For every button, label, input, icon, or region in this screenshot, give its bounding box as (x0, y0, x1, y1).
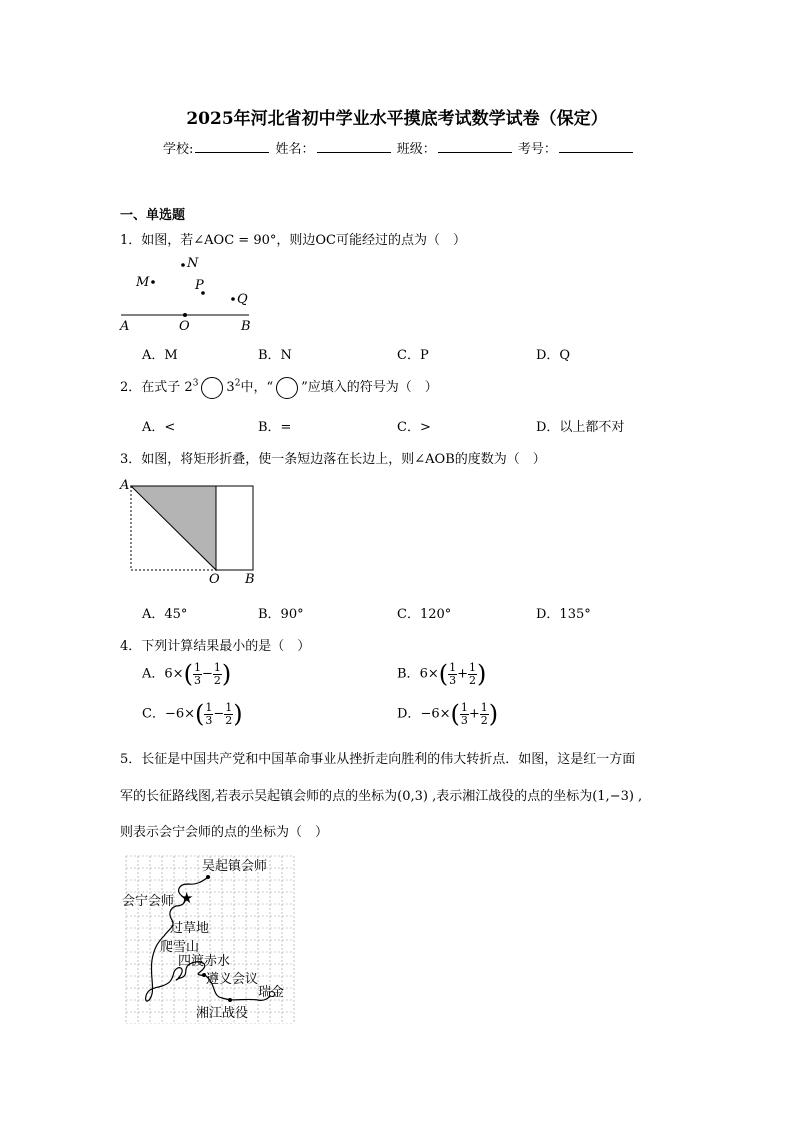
fraction (468, 662, 477, 687)
right-paren: ) (233, 700, 243, 728)
option-pre: −6× (164, 706, 196, 722)
label-xiangjiang: 湘江战役 (196, 1006, 249, 1021)
point-n (181, 263, 185, 267)
q3-option-c[interactable]: C．120° (397, 607, 452, 622)
option-label: D． (397, 706, 421, 722)
name-blank[interactable] (317, 140, 391, 153)
point-xiangjiang (228, 998, 232, 1002)
q1-option-b[interactable]: B．N (258, 348, 292, 363)
q4-option-b[interactable] (397, 660, 486, 688)
numerator: 1 (480, 700, 488, 714)
operator: − (213, 706, 225, 722)
right-paren: ) (477, 660, 487, 688)
question-5-line-3: 则表示会宁会师的点的坐标为（ ） (120, 825, 329, 840)
denominator: 3 (460, 713, 468, 727)
q2-pre: 2．在式子 2 (120, 380, 193, 395)
q1-option-c[interactable]: C．P (397, 348, 429, 363)
left-paren: ( (438, 660, 449, 688)
option-label: C． (142, 706, 165, 722)
label-o: O (209, 572, 220, 586)
option-pre: 6× (164, 666, 184, 682)
denominator: 2 (480, 713, 488, 727)
question-3-text: 3．如图，将矩形折叠，使一条短边落在长边上，则∠AOB的度数为（ ） (120, 452, 546, 467)
right-paren: ) (221, 660, 232, 688)
number-label: 考号： (517, 142, 557, 157)
fraction (193, 662, 202, 687)
operator: + (468, 706, 480, 722)
operator: + (457, 666, 469, 682)
fraction (224, 702, 233, 727)
number-blank[interactable] (559, 140, 633, 153)
fraction (480, 702, 489, 727)
question-1-text: 1．如图，若∠AOC = 90°，则边OC可能经过的点为（ ） (120, 233, 466, 248)
q2-exp2: 2 (234, 378, 241, 389)
q4-option-d[interactable] (397, 700, 498, 728)
label-chishui: 四渡赤水 (178, 954, 231, 969)
point-wuqi (206, 875, 210, 879)
q2-mid: 3 (226, 380, 235, 395)
right-paren: ) (488, 700, 499, 728)
numerator: 1 (460, 700, 468, 714)
q2-post: 中，“ (240, 380, 274, 395)
remaining-rectangle (216, 486, 253, 570)
label-p: P (195, 278, 204, 293)
question-5-line-1: 5．长征是中国共产党和中国革命事业从挫折走向胜利的伟大转折点．如图，这是红一方面 (120, 752, 636, 767)
label-xueshan: 爬雪山 (160, 940, 200, 955)
point-o (183, 313, 187, 317)
label-huining: 会宁会师 (122, 894, 175, 909)
label-a: A (120, 319, 130, 334)
left-paren: ( (450, 700, 460, 728)
left-paren: ( (183, 660, 193, 688)
q4-option-a[interactable] (142, 660, 231, 688)
label-a: A (120, 478, 130, 493)
blank-circle-ref (276, 377, 298, 399)
numerator: 1 (469, 660, 477, 674)
numerator: 1 (193, 660, 201, 674)
numerator: 1 (205, 700, 213, 714)
question-5-line-2: 军的长征路线图,若表示吴起镇会师的点的坐标为(0,3) ,表示湘江战役的点的坐标为(1,−3) , (120, 789, 643, 804)
q3-option-a[interactable]: A．45° (142, 607, 188, 622)
section-heading: 一、单选题 (120, 208, 186, 223)
fraction (460, 702, 469, 727)
q2-exp1: 3 (192, 378, 199, 389)
option-label: A． (142, 666, 165, 682)
label-wuqi: 吴起镇会师 (202, 859, 268, 874)
label-b: B (241, 319, 251, 334)
label-ruijin: 瑞金 (258, 985, 285, 1000)
label-o: O (179, 319, 190, 334)
q2-option-b[interactable]: B．= (258, 420, 292, 435)
fraction (448, 662, 457, 687)
point-m (151, 280, 155, 284)
denominator: 2 (213, 673, 221, 687)
point-q (231, 297, 235, 301)
blank-circle[interactable] (201, 377, 223, 399)
denominator: 2 (225, 713, 233, 727)
student-info-line (163, 138, 635, 157)
q3-option-b[interactable]: B．90° (258, 607, 304, 622)
label-caodi: 过草地 (170, 921, 210, 936)
left-paren: ( (195, 700, 205, 728)
denominator: 2 (469, 673, 477, 687)
numerator: 1 (449, 660, 457, 674)
q1-option-d[interactable]: D．Q (536, 348, 571, 363)
question-1-figure (115, 252, 260, 334)
denominator: 3 (449, 673, 457, 687)
q2-option-d[interactable]: D．以上都不对 (536, 420, 625, 435)
question-4-text: 4．下列计算结果最小的是（ ） (120, 639, 311, 654)
numerator: 1 (213, 660, 221, 674)
school-blank[interactable] (195, 140, 269, 153)
label-zunyi: 遵义会议 (206, 972, 259, 987)
q4-option-c[interactable] (142, 700, 243, 728)
label-m: M (136, 275, 150, 290)
q2-option-c[interactable]: C．> (397, 420, 431, 435)
q1-option-a[interactable]: A．M (142, 348, 178, 363)
long-march-map (122, 852, 298, 1024)
fraction (213, 662, 222, 687)
q2-option-a[interactable]: A．< (142, 420, 176, 435)
q2-post2: ”应填入的符号为（ ） (301, 380, 438, 395)
question-2-text (120, 376, 438, 399)
label-q: Q (237, 292, 248, 307)
q3-option-d[interactable]: D．135° (536, 607, 591, 622)
star-icon: ★ (180, 889, 194, 907)
name-label: 姓名： (275, 142, 315, 157)
folded-triangle (131, 486, 216, 570)
label-b: B (245, 572, 255, 586)
class-blank[interactable] (438, 140, 512, 153)
question-3-figure (115, 476, 265, 586)
option-pre: 6× (419, 666, 439, 682)
label-n: N (187, 256, 199, 271)
numerator: 1 (225, 700, 233, 714)
page-title: 2025年河北省初中学业水平摸底考试数学试卷（保定） (186, 109, 608, 129)
option-label: B． (397, 666, 420, 682)
operator: − (201, 666, 213, 682)
denominator: 3 (193, 673, 201, 687)
option-pre: −6× (420, 706, 451, 722)
denominator: 3 (205, 713, 213, 727)
school-label: 学校: (163, 142, 194, 157)
class-label: 班级： (396, 142, 436, 157)
